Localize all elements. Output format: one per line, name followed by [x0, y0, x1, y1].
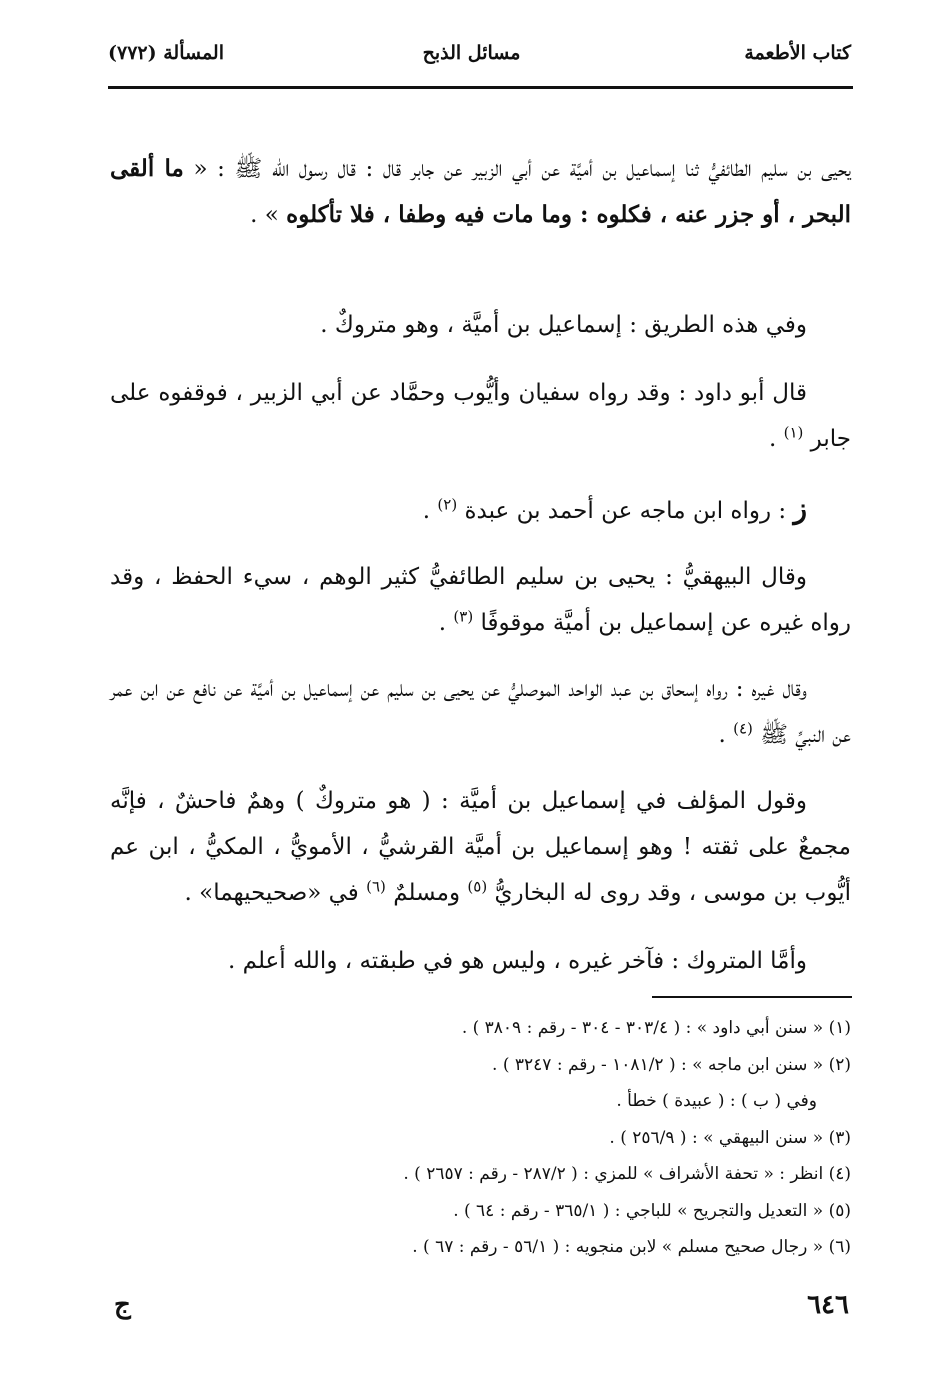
paragraph-critique [110, 778, 851, 916]
footnote-note: وفي ( ب ) : ( عبيدة ) خطأ . [616, 1091, 817, 1111]
conclusion-text: وأمَّا المتروك : فآخر غيره ، وليس هو في طبقته ، والله أعلم . [228, 948, 807, 974]
narrator-note: وفي هذه الطريق : إسماعيل بن أميَّة ، وهو متروكٌ . [320, 312, 807, 338]
abu-dawud-text: قال أبو داود : وقد رواه سفيان وأيُّوب وحمَّاد عن أبي الزبير ، فوقفوه على جابر [110, 380, 851, 452]
footnote-ref-1: (١) [783, 423, 804, 442]
issue-number: المسألة (٧٧٢) [108, 42, 224, 64]
footnote: (٦) « رجال صحيح مسلم » لابن منجويه : ( ٥٦/١ - رقم : ٦٧ ) . [412, 1237, 851, 1257]
signature-mark: ج [114, 1290, 131, 1320]
critique-muslim: ومسلمٌ [393, 880, 468, 906]
footnote: (٥) « التعديل والتجريح » للباجي : ( ٣٦٥/١ - رقم : ٦٤ ) . [453, 1200, 851, 1221]
paragraph-bayhaqi [110, 554, 851, 646]
footnote-ref-3: (٣) [453, 607, 474, 626]
footnote: (٢) « سنن ابن ماجه » : ( ١٠٨١/٢ - رقم : ٣٢٤٧ ) . [492, 1054, 851, 1075]
footnote: (٤) انظر : « تحفة الأشراف » للمزي : ( ٢٨٧/٢ - رقم : ٢٦٥٧ ) . [403, 1164, 851, 1184]
sentence-end: . [422, 498, 438, 524]
critique-end: في «صحيحيهما» . [184, 880, 367, 906]
footnotes [110, 1010, 851, 1266]
paragraph-other-chain [110, 666, 851, 758]
footnote-ref-5: (٥) [467, 877, 488, 896]
header-divider [108, 86, 853, 89]
other-chain-text: وقال غيره : رواه إسحاق بن عبد الواحد الموصليُّ عن يحيى بن سليم عن إسماعيل بن أميَّة عن نافع عن ابن عمر عن النبيِّ ﷺ [110, 676, 851, 748]
ibn-majah-text: : رواه ابن ماجه عن أحمد بن عبدة [464, 498, 794, 524]
footnote-divider [652, 996, 852, 998]
hadith-quote: ما ألقى البحر ، أو جزر عنه ، فكلوه : وما مات فيه وطفا ، فلا تأكلوه [110, 155, 851, 228]
addition-marker: ز [793, 492, 807, 525]
sentence-end: . [768, 426, 784, 452]
chapter-title: مسائل الذبح [422, 42, 521, 64]
footnote-ref-4: (٤) [733, 719, 753, 738]
page-number: ٦٤٦ [807, 1290, 849, 1320]
hadith-chain: يحيى بن سليم الطائفيُّ ثنا إسماعيل بن أميَّة عن أبي الزبير عن جابر قال : قال [337, 156, 852, 182]
hadith-intro: رسول الله ﷺ : « [183, 156, 328, 182]
sentence-end: . [438, 610, 454, 636]
footnote: (١) « سنن أبي داود » : ( ٣٠٣/٤ - ٣٠٤ - رقم : ٣٨٠٩ ) . [461, 1018, 851, 1038]
paragraph-narrator-note [110, 302, 851, 348]
paragraph-abu-dawud [110, 370, 851, 462]
footnote-ref-6: (٦) [366, 877, 386, 896]
critique-text: وقول المؤلف في إسماعيل بن أميَّة : ( هو متروكٌ ) وهمٌ فاحشٌ ، فإنَّه مجمعٌ على ثقته ! وهو إسماعيل بن أميَّة القرشيُّ ، الأمويُّ ، المكيُّ ، ابن عم أيُّوب بن موسى ، وقد روى له البخاريُّ [110, 788, 851, 906]
paragraph-conclusion [110, 938, 851, 984]
paragraph-ibn-majah [110, 486, 851, 534]
sentence-end: . [718, 722, 734, 748]
bayhaqi-text: وقال البيهقيُّ : يحيى بن سليم الطائفيُّ كثير الوهم ، سيء الحفظ ، وقد رواه غيره عن إسماعيل بن أميَّة موقوفًا [110, 564, 851, 636]
footnote: (٣) « سنن البيهقي » : ( ٢٥٦/٩ ) . [609, 1127, 851, 1148]
footnote-ref-2: (٢) [437, 495, 458, 514]
paragraph-hadith [110, 146, 851, 238]
book-title: كتاب الأطعمة [744, 42, 851, 64]
hadith-close: » . [250, 202, 287, 228]
